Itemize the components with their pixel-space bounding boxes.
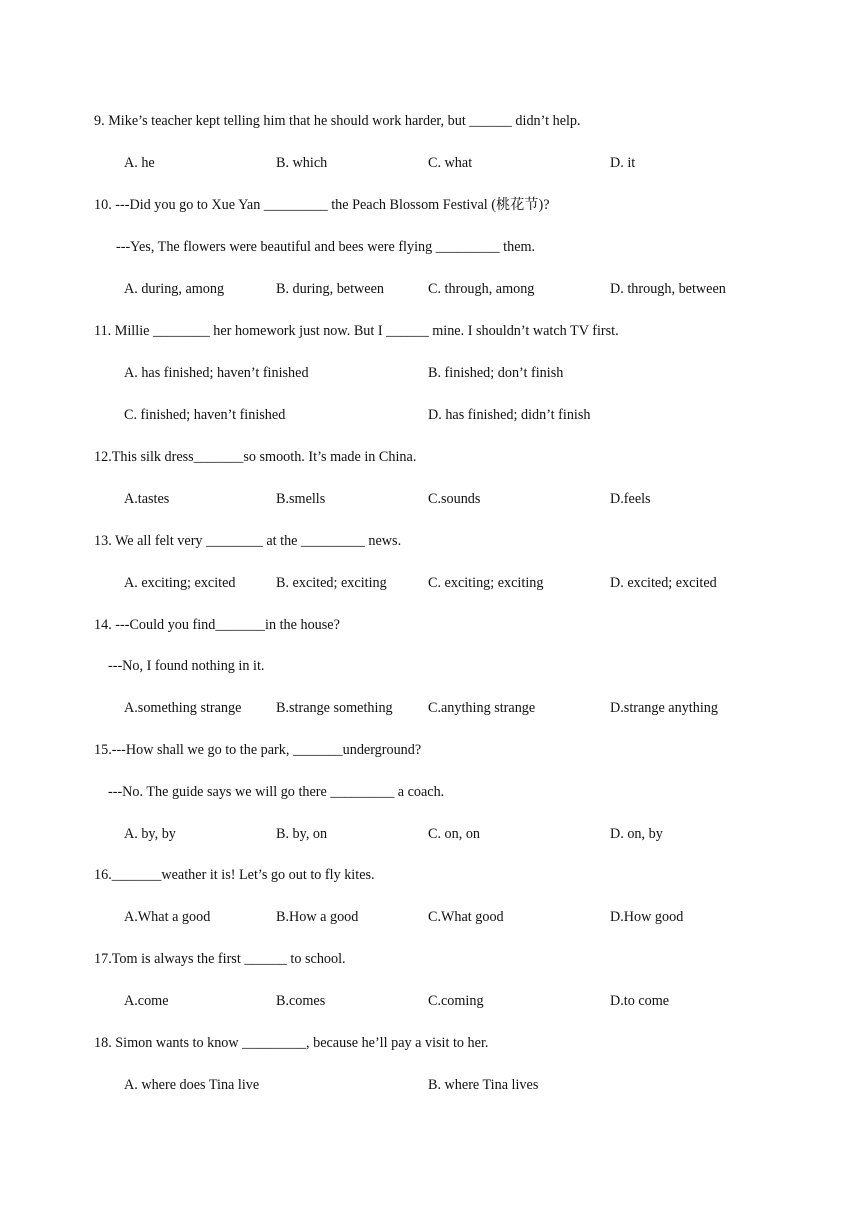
question-stem: 14. ---Could you find_______in the house? bbox=[94, 617, 340, 633]
question-stem: 17.Tom is always the first ______ to school. bbox=[94, 951, 346, 967]
option-a: A. exciting; excited bbox=[124, 575, 236, 591]
question-stem-continued: ---Yes, The flowers were beautiful and bees were flying _________ them. bbox=[116, 239, 536, 255]
option-c: C.sounds bbox=[428, 491, 481, 507]
question-stem: 16._______weather it is! Let’s go out to fly kites. bbox=[94, 867, 375, 883]
question-stem: 13. We all felt very ________ at the _________ news. bbox=[94, 533, 402, 549]
option-d: D.strange anything bbox=[610, 700, 718, 716]
option-b: B. during, between bbox=[276, 281, 384, 297]
option-c: C.What good bbox=[428, 909, 504, 925]
option-a: A. during, among bbox=[124, 281, 225, 297]
question-stem: 9. Mike’s teacher kept telling him that he should work harder, but ______ didn’t help. bbox=[94, 113, 581, 129]
question-stem: 12.This silk dress_______so smooth. It’s made in China. bbox=[94, 449, 417, 465]
option-c: C. what bbox=[428, 155, 473, 171]
option-d: D. on, by bbox=[610, 826, 663, 842]
option-d: D. excited; excited bbox=[610, 575, 717, 591]
option-c: C.anything strange bbox=[428, 700, 536, 716]
option-b: B. excited; exciting bbox=[276, 575, 387, 591]
option-b: B. by, on bbox=[276, 826, 328, 842]
option-b: B. which bbox=[276, 155, 328, 171]
option-d: D. it bbox=[610, 155, 636, 171]
option-a: A.What a good bbox=[124, 909, 211, 925]
option-b: B.smells bbox=[276, 491, 326, 507]
option-d: D. through, between bbox=[610, 281, 726, 297]
option-c: C. through, among bbox=[428, 281, 535, 297]
option-d: D.How good bbox=[610, 909, 684, 925]
option-a: A.tastes bbox=[124, 491, 170, 507]
option-c: C.coming bbox=[428, 993, 484, 1009]
option-c: C. on, on bbox=[428, 826, 481, 842]
option-a: A.come bbox=[124, 993, 169, 1009]
question-stem: 11. Millie ________ her homework just now. But I ______ mine. I shouldn’t watch TV first. bbox=[94, 323, 619, 339]
question-stem-continued: ---No, I found nothing in it. bbox=[108, 658, 265, 674]
question-stem: 18. Simon wants to know _________, because he’ll pay a visit to her. bbox=[94, 1035, 489, 1051]
option-c: C. finished; haven’t finished bbox=[124, 407, 286, 423]
option-a: A. where does Tina live bbox=[124, 1077, 260, 1093]
option-b: B. where Tina lives bbox=[428, 1077, 539, 1093]
option-b: B. finished; don’t finish bbox=[428, 365, 564, 381]
option-a: A. has finished; haven’t finished bbox=[124, 365, 309, 381]
option-a: A.something strange bbox=[124, 700, 242, 716]
option-a: A. by, by bbox=[124, 826, 176, 842]
question-stem-continued: ---No. The guide says we will go there _________ a coach. bbox=[108, 784, 445, 800]
question-stem: 15.---How shall we go to the park, _______underground? bbox=[94, 742, 422, 758]
option-c: C. exciting; exciting bbox=[428, 575, 544, 591]
option-b: B.How a good bbox=[276, 909, 359, 925]
option-d: D.feels bbox=[610, 491, 651, 507]
question-stem: 10. ---Did you go to Xue Yan _________ the Peach Blossom Festival (桃花节)? bbox=[94, 197, 550, 213]
option-d: D.to come bbox=[610, 993, 670, 1009]
option-a: A. he bbox=[124, 155, 155, 171]
option-b: B.strange something bbox=[276, 700, 393, 716]
option-b: B.comes bbox=[276, 993, 326, 1009]
option-d: D. has finished; didn’t finish bbox=[428, 407, 591, 423]
